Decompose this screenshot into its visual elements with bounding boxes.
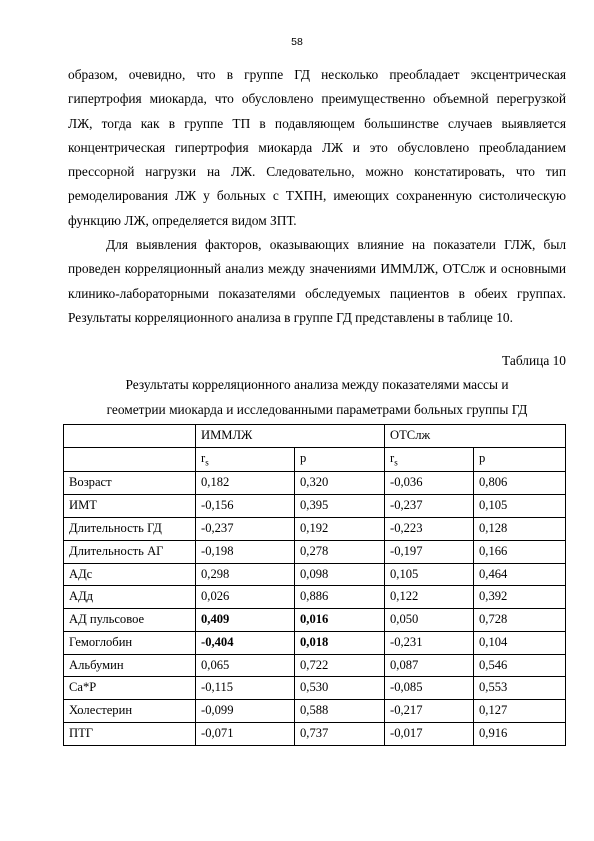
caption-line: Результаты корреляционного анализа между показателями массы и: [125, 377, 509, 392]
table-row: [64, 540, 566, 563]
value-cell: 0,122: [385, 586, 474, 609]
value-cell: -0,156: [196, 495, 295, 518]
row-label: Ca*P: [64, 677, 196, 700]
row-label: Длительность АГ: [64, 540, 196, 563]
page-number: 58: [291, 36, 303, 48]
value-cell: 0,806: [474, 472, 566, 495]
value-cell: -0,017: [385, 723, 474, 746]
table-row: [64, 586, 566, 609]
rs-subscript: s: [205, 457, 209, 468]
value-cell: 0,395: [295, 495, 385, 518]
row-label: Альбумин: [64, 654, 196, 677]
table-subheader-row: [64, 447, 566, 472]
value-cell: 0,409: [196, 609, 295, 632]
value-cell: -0,099: [196, 700, 295, 723]
row-label: Холестерин: [64, 700, 196, 723]
paragraph: образом, очевидно, что в группе ГД несколько преобладает эксцентрическая гипертрофия миокарда, что обусловлено преимущественно объемной перегрузкой ЛЖ, тогда как в группе ТП в подавляющем большинстве случаев выявляется концентрическая гипертрофия миокарда ЛЖ и это обусловлено преобладанием прессорной нагрузки на ЛЖ. Следовательно, можно констатировать, что тип ремоделирования ЛЖ у больных с ТХПН, имеющих сохраненную систолическую функцию ЛЖ, определяется видом ЗПТ.: [68, 67, 566, 228]
table-label: Таблица 10: [502, 353, 566, 368]
correlation-table: [63, 424, 566, 746]
table-row: [64, 700, 566, 723]
header-group-otslzh: ОТСлж: [385, 425, 566, 448]
value-cell: 0,298: [196, 563, 295, 586]
row-label: АДс: [64, 563, 196, 586]
table-row: [64, 723, 566, 746]
value-cell: -0,036: [385, 472, 474, 495]
value-cell: 0,104: [474, 631, 566, 654]
value-cell: 0,087: [385, 654, 474, 677]
value-cell: 0,182: [196, 472, 295, 495]
value-cell: 0,128: [474, 517, 566, 540]
value-cell: -0,071: [196, 723, 295, 746]
value-cell: 0,278: [295, 540, 385, 563]
value-cell: -0,404: [196, 631, 295, 654]
header-p: p: [474, 447, 566, 472]
value-cell: -0,115: [196, 677, 295, 700]
value-cell: 0,530: [295, 677, 385, 700]
value-cell: 0,916: [474, 723, 566, 746]
body-text: [68, 63, 566, 330]
value-cell: 0,018: [295, 631, 385, 654]
value-cell: 0,166: [474, 540, 566, 563]
value-cell: 0,546: [474, 654, 566, 677]
table-row: [64, 654, 566, 677]
value-cell: 0,588: [295, 700, 385, 723]
table-row: [64, 631, 566, 654]
value-cell: 0,886: [295, 586, 385, 609]
table-row: [64, 517, 566, 540]
rs-subscript: s: [394, 457, 398, 468]
value-cell: 0,065: [196, 654, 295, 677]
header-cell-empty: [64, 425, 196, 448]
paragraph: Для выявления факторов, оказывающих влияние на показатели ГЛЖ, был проведен корреляционный анализ между значениями ИММЛЖ, ОТСлж и основными клинико-лабораторными показателями обследуемых пациентов в обеих группах. Результаты корреляционного анализа в группе ГД представлены в таблице 10.: [68, 237, 566, 325]
value-cell: 0,392: [474, 586, 566, 609]
value-cell: -0,085: [385, 677, 474, 700]
value-cell: 0,192: [295, 517, 385, 540]
rs-label: r: [390, 450, 395, 465]
row-label: ИМТ: [64, 495, 196, 518]
table-row: [64, 563, 566, 586]
value-cell: -0,217: [385, 700, 474, 723]
row-label: ПТГ: [64, 723, 196, 746]
value-cell: 0,026: [196, 586, 295, 609]
value-cell: -0,231: [385, 631, 474, 654]
value-cell: 0,728: [474, 609, 566, 632]
table-row: [64, 495, 566, 518]
table-row: [64, 677, 566, 700]
row-label: АДд: [64, 586, 196, 609]
row-label: Длительность ГД: [64, 517, 196, 540]
row-label: АД пульсовое: [64, 609, 196, 632]
table-caption: [68, 373, 566, 422]
value-cell: 0,722: [295, 654, 385, 677]
row-label: Гемоглобин: [64, 631, 196, 654]
header-rs: [385, 447, 474, 472]
row-label: Возраст: [64, 472, 196, 495]
value-cell: 0,098: [295, 563, 385, 586]
value-cell: 0,105: [474, 495, 566, 518]
header-group-immlzh: ИММЛЖ: [196, 425, 385, 448]
value-cell: 0,737: [295, 723, 385, 746]
table-header-row: [64, 425, 566, 448]
value-cell: 0,050: [385, 609, 474, 632]
value-cell: 0,105: [385, 563, 474, 586]
value-cell: 0,464: [474, 563, 566, 586]
table-row: [64, 609, 566, 632]
header-rs: [196, 447, 295, 472]
header-cell-empty: [64, 447, 196, 472]
value-cell: -0,197: [385, 540, 474, 563]
value-cell: -0,198: [196, 540, 295, 563]
value-cell: 0,127: [474, 700, 566, 723]
rs-label: r: [201, 450, 206, 465]
value-cell: -0,223: [385, 517, 474, 540]
value-cell: 0,553: [474, 677, 566, 700]
header-p: p: [295, 447, 385, 472]
value-cell: 0,016: [295, 609, 385, 632]
caption-line: геометрии миокарда и исследованными параметрами больных группы ГД: [106, 401, 528, 417]
value-cell: -0,237: [196, 517, 295, 540]
value-cell: -0,237: [385, 495, 474, 518]
value-cell: 0,320: [295, 472, 385, 495]
table-row: [64, 472, 566, 495]
